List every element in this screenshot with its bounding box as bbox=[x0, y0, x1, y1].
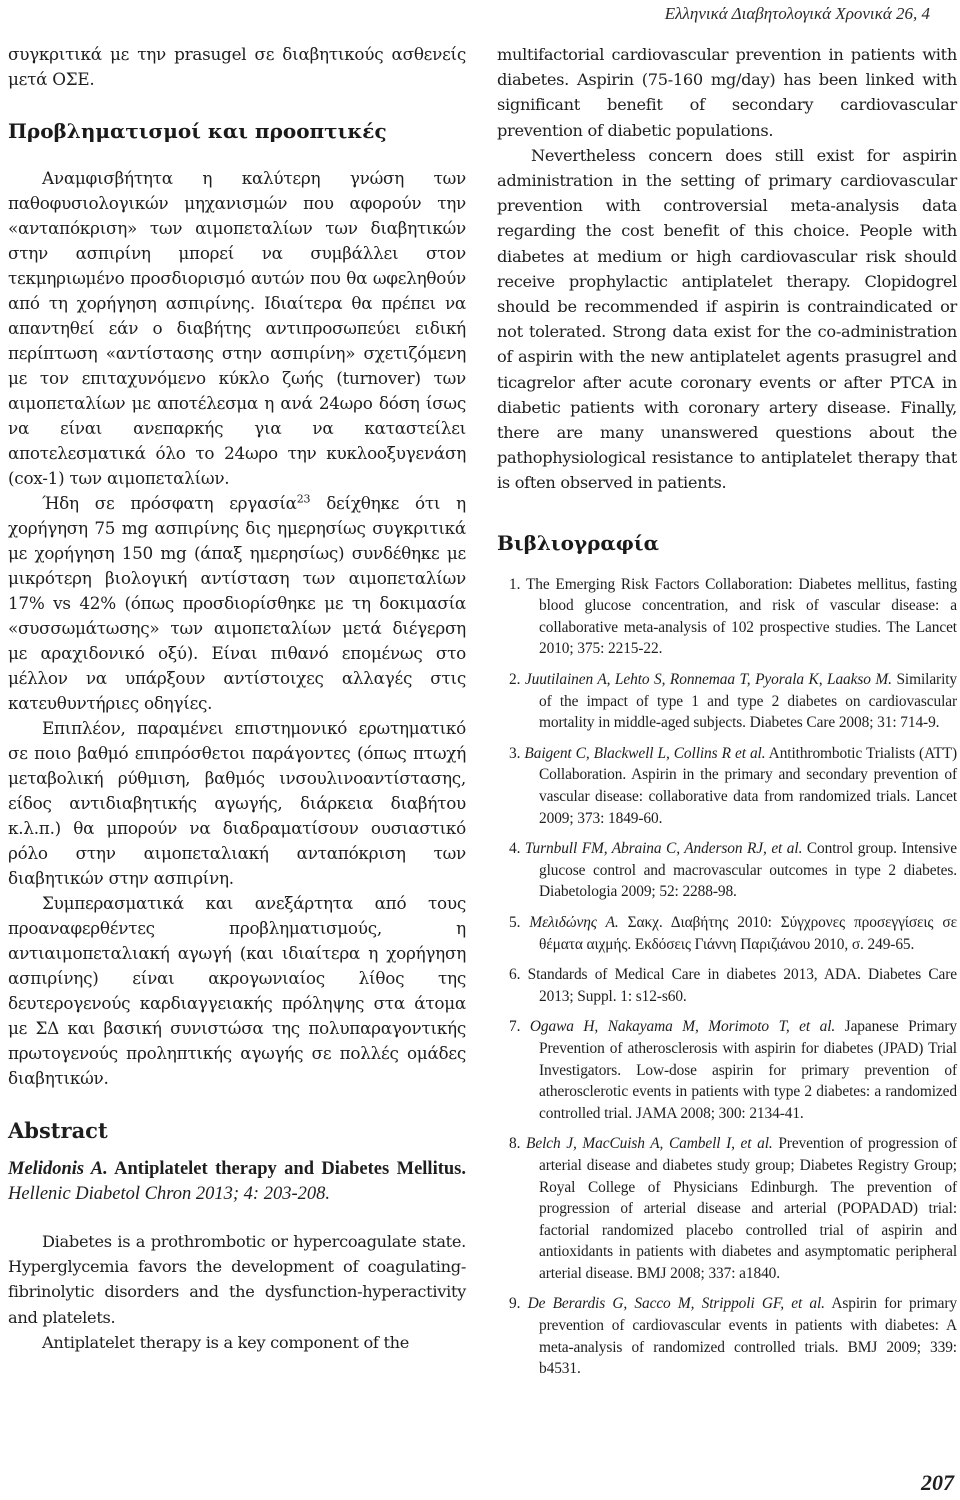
reference-list bbox=[497, 574, 957, 1380]
body-paragraph-1: Αναμφισβήτητα η καλύτερη γνώση των παθοφυσιολογικών μηχανισμών που αφορούν την «ανταπόκριση» των αιμοπεταλίων των διαβητικών στην ασπιρίνη μπορεί να συμβάλλει στον τεκμηριωμένο προσδιορισμό αυτών που θα ωφεληθούν από τη χορήγηση ασπιρίνης. Ιδιαίτερα θα πρέπει να απαντηθεί εάν ο διαβήτης αντιπροσωπεύει ειδική περίπτωση «αντίστασης στην ασπιρίνη» σχετιζόμενη με τον επιταχυνόμενο κύκλο ζωής (turnover) των αιμοπεταλίων με αποτέλεσμα η ανά 24ωρο δόση ίσως να είναι ανεπαρκής για να καταστείλει αποτελεσματικά όλο το 24ωρο την κυκλοοξυγενάση (cox-1) των αιμοπεταλίων. bbox=[8, 168, 466, 488]
section-heading-problems: Προβληματισμοί και προοπτικές bbox=[8, 119, 387, 143]
reference-text: Similarity of the impact of type 1 and type 2 diabetes on cardiovascular mortality in middle-aged subjects. Diabetes Care 2008; 31: 714-9. bbox=[539, 671, 958, 732]
reference-text: Standards of Medical Care in diabetes 2013, ADA. Diabetes Care 2013; Suppl. 1: s12-s60. bbox=[527, 966, 957, 1005]
reference-number: 3. bbox=[509, 744, 525, 762]
abstract-paragraph-4: Nevertheless concern does still exist for aspirin administration in the setting of primary cardiovascular prevention with controversial meta-analysis data regarding the cost benefit of this choice. People with diabetes at medium or high cardiovascular risk should receive prophylactic antiplatelet therapy. Clopidogrel should be recommended if aspirin is contraindicated or not tolerated. Strong data exist for the co-administration of aspirin with the new antiplatelet agents prasugrel and ticagrelor after acute coronary events or after PTCA in diabetic patients with coronary artery disease. Finally, there are many unanswered questions about the pathophysiological resistance to antiplatelet therapy that is often observed in patients. bbox=[497, 145, 957, 493]
reference-item bbox=[497, 743, 957, 829]
intro-paragraph: συγκριτικά με την prasugel σε διαβητικούς ασθενείς μετά ΟΣΕ. bbox=[8, 44, 466, 89]
abstract-heading: Abstract bbox=[8, 1118, 108, 1143]
page-number: 207 bbox=[921, 1470, 954, 1495]
left-column bbox=[8, 42, 466, 1355]
reference-item bbox=[497, 1133, 957, 1284]
reference-text: Control group. Intensive glucose control and macrovascular outcomes in type 2 diabetes. Diabetologia 2009; 52: 2288-98. bbox=[539, 840, 957, 901]
reference-superscript: 23 bbox=[296, 492, 311, 506]
reference-item bbox=[497, 669, 957, 734]
bibliography-heading: Βιβλιογραφία bbox=[497, 530, 659, 555]
reference-authors: Belch J, MacCuish A, Cambell I, et al. bbox=[526, 1135, 773, 1153]
reference-text: Japanese Primary Prevention of atherosclerosis with aspirin for diabetes (JPAD) Trial Investigators. Low-dose aspirin for primary prevention of atherosclerotic events in patients with type 2 diabetes: a randomized controlled trial. JAMA 2008; 300: 2134-41. bbox=[539, 1018, 957, 1122]
reference-item bbox=[497, 1016, 957, 1124]
reference-number: 1. bbox=[509, 575, 526, 593]
body-paragraph-2 bbox=[8, 491, 466, 716]
reference-item bbox=[497, 838, 957, 903]
citation-author: Melidonis A. bbox=[8, 1159, 108, 1179]
citation-title: Antiplatelet therapy and Diabetes Mellitus. bbox=[107, 1159, 466, 1179]
abstract-paragraph-2: Antiplatelet therapy is a key component of the bbox=[42, 1332, 410, 1352]
right-column bbox=[497, 42, 957, 1389]
reference-number: 7. bbox=[509, 1018, 530, 1036]
reference-number: 2. bbox=[509, 671, 525, 689]
reference-text: The Emerging Risk Factors Collaboration: Diabetes mellitus, fasting blood glucose concentration, and risk of vascular disease: a collaborative meta-analysis of 102 prospective studies. The Lancet 2010; 375: 2215-22. bbox=[525, 575, 957, 658]
reference-item bbox=[497, 964, 957, 1007]
body-paragraph-3: Επιπλέον, παραμένει επιστημονικό ερωτηματικό σε ποιο βαθμό επιπρόσθετοι παράγοντες (όπως πτωχή μεταβολική ρύθμιση, βαθμός ινσουλινοαντίστασης, είδος αντιδιαβητικής αγωγής, διάρκεια διαβήτου κ.λ.π.) θα μπορούν να διαδραματίσουν ουσιαστικό ρόλο στην αιμοπεταλιακή ανταπόκριση των διαβητικών στην ασπιρίνη. bbox=[8, 718, 466, 888]
reference-number: 6. bbox=[509, 966, 528, 984]
reference-authors: Μελιδώνης Α. bbox=[529, 913, 619, 931]
running-head: Ελληνικά Διαβητολογικά Χρονικά 26, 4 bbox=[664, 4, 930, 23]
reference-item bbox=[497, 574, 957, 660]
reference-item bbox=[497, 912, 957, 955]
reference-text: Σακχ. Διαβήτης 2010: Σύγχρονες προσεγγίσεις σε θέματα αιχμής. Εκδόσεις Γιάννη Παριζιάνου 2010, σ. 249-65. bbox=[539, 913, 957, 953]
abstract-paragraph-3: multifactorial cardiovascular prevention in patients with diabetes. Aspirin (75-160 mg/day) has been linked with significant benefit of secondary cardiovascular prevention of diabetic populations. bbox=[497, 45, 957, 140]
body-paragraph-2-rest: δείχθηκε ότι η χορήγηση 75 mg ασπιρίνης δις ημερησίως συγκριτικά με χορήγηση 150 mg (άπαξ ημερησίως) συνδέθηκε με μικρότερη βιολογική αντίσταση των αιμοπεταλίων 17% vs 42% (όπως προσδιορίσθηκε με τη δοκιμασία «συσσωμάτωσης» των αιμοπεταλίων μετά διέγερση με αραχιδονικό οξύ). Είναι πιθανό επομένως στο μέλλον να υπάρξουν αντίστοιχες αλλαγές στις κατευθυντήριες οδηγίες. bbox=[8, 493, 466, 713]
abstract-citation bbox=[8, 1157, 466, 1207]
reference-item bbox=[497, 1293, 957, 1379]
body-paragraph-4: Συμπερασματικά και ανεξάρτητα από τους προαναφερθέντες προβληματισμούς, η αντιαιμοπεταλιακή αγωγή (και ιδιαίτερα η χορήγηση ασπιρίνης) είναι ακρογωνιαίος λίθος της δευτερογενούς καρδιαγγειακής πρόληψης στα άτομα με ΣΔ και βασική συνιστώσα της πολυπαραγοντικής πρωτογενούς προληπτικής αγωγής σε πολλές ομάδες διαβητικών. bbox=[8, 893, 466, 1088]
citation-journal: Hellenic Diabetol Chron 2013; 4: 203-208. bbox=[8, 1184, 330, 1204]
reference-authors: Baigent C, Blackwell L, Collins R et al. bbox=[524, 744, 766, 762]
reference-authors: Juutilainen A, Lehto S, Ronnemaa T, Pyorala K, Laakso M. bbox=[524, 671, 892, 689]
body-paragraph-2-start: Ήδη σε πρόσφατη εργασία bbox=[42, 493, 297, 513]
reference-authors: Ogawa H, Nakayama M, Morimoto T, et al. bbox=[529, 1018, 836, 1036]
reference-authors: De Berardis G, Sacco M, Strippoli GF, et al. bbox=[527, 1295, 825, 1313]
reference-text: Antithrombotic Trialists (ATT) Collaboration. Aspirin in the primary and secondary prevention of vascular disease: collaborative data from randomized trials. Lancet 2009; 373: 1849-60. bbox=[539, 744, 958, 827]
reference-number: 9. bbox=[509, 1295, 528, 1313]
reference-number: 8. bbox=[509, 1135, 527, 1153]
abstract-paragraph-1: Diabetes is a prothrombotic or hypercoagulate state. Hyperglycemia favors the development of coagulating-fibrinolytic disorders and the dysfunction-hyperactivity and platelets. bbox=[8, 1232, 466, 1327]
reference-text: Aspirin for primary prevention of cardiovascular events in patients with diabetes: A meta-analysis of randomized controlled trials. BMJ 2009; 339: b4531. bbox=[539, 1295, 957, 1378]
reference-text: Prevention of progression of arterial disease and diabetes study group; Diabetes Registry Group; Royal College of Physicians Edinburgh. The prevention of progression of arterial disease and arterial (POPADAD) trial: factorial randomized placebo controlled trial of aspirin and antioxidants in patients with diabetes and asymptomatic peripheral arterial disease. BMJ 2008; 337: a1840. bbox=[539, 1135, 958, 1282]
reference-authors: Turnbull FM, Abraina C, Anderson RJ, et al. bbox=[524, 840, 803, 858]
reference-number: 4. bbox=[509, 840, 525, 858]
reference-number: 5. bbox=[509, 913, 530, 931]
